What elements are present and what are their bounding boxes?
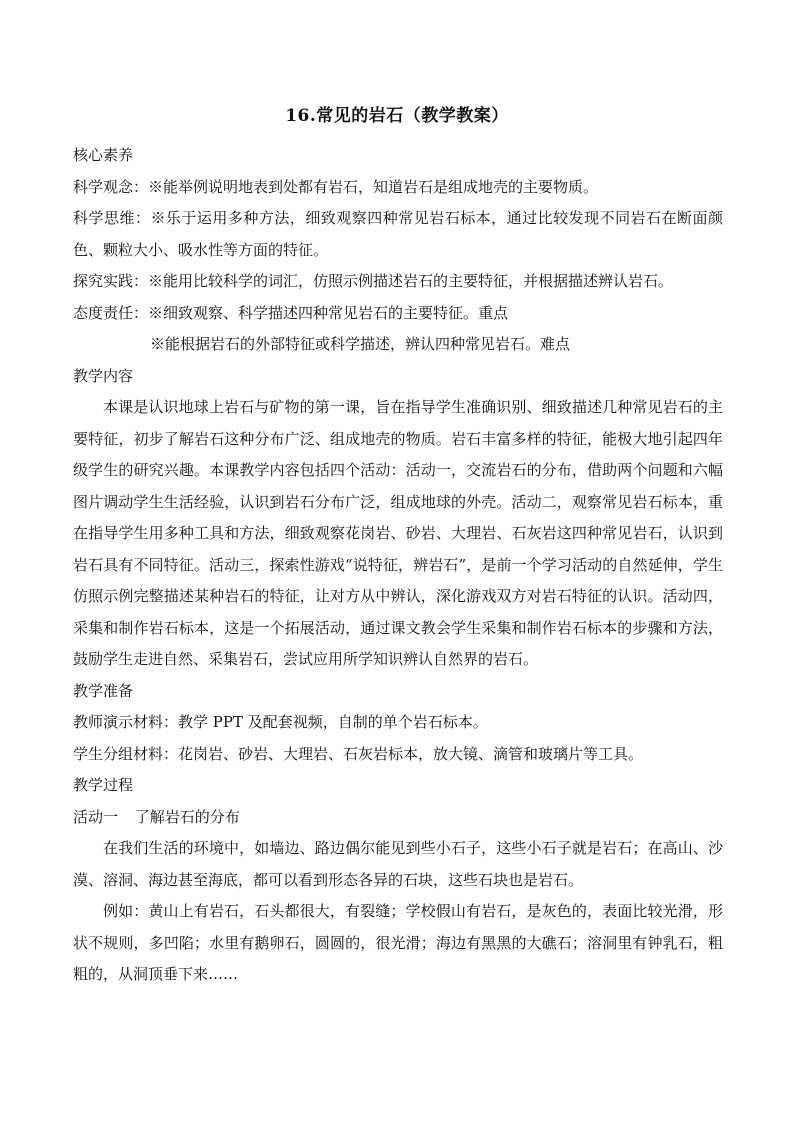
science-concept: 科学观念：※能举例说明地表到处都有岩石，知道岩石是组成地壳的主要物质。 [73,177,599,196]
process-heading: 教学过程 [73,776,134,794]
science-thinking: 科学思维：※乐于运用多种方法，细致观察四种常见岩石标本，通过比较发现不同岩石在断面颜色、颗粒大小、吸水性等方面的特征。 [73,209,723,259]
attitude-responsibility: 态度责任：※细致观察、科学描述四种常见岩石的主要特征。重点 [73,303,509,322]
core-heading: 核心素养 [73,146,134,164]
content-paragraph: 本课是认识地球上岩石与矿物的第一课，旨在指导学生准确识别、细致描述几种常见岩石的主要特征，初步了解岩石这种分布广泛、组成地壳的物质。岩石丰富多样的特征，能极大地引起四年级学生的研究兴趣。本课教学内容包括四个活动：活动一，交流岩石的分布，借助两个问题和六幅图片调动学生生活经验，认识到岩石分布广泛，组成地球的外壳。活动二，观察常见岩石标本，重在指导学生用多种工具和方法，细致观察花岗岩、砂岩、大理岩、石灰岩这四种常见岩石，认识到岩石具有不同特征。活动三，探索性游戏“说特征，辨岩石”，是前一个学习活动的自然延伸，学生仿照示例完整描述某种岩石的特征，让对方从中辨认，深化游戏双方对岩石特征的认识。活动四，采集和制作岩石标本，这是一个拓展活动，通过课文教会学生采集和制作岩石标本的步骤和方法，鼓励学生走进自然、采集岩石，尝试应用所学知识辨认自然界的岩石。 [73,398,723,668]
activity1-paragraph1: 在我们生活的环境中，如墙边、路边偶尔能见到些小石子，这些小石子就是岩石；在高山、沙漠、溶洞、海边甚至海底，都可以看到形态各异的石块，这些石块也是岩石。 [73,839,723,889]
document-title: 16.常见的岩石（教学教案） [285,106,509,126]
document-body [73,140,723,991]
activity1-label: 活动一 [73,807,119,826]
inquiry-practice: 探究实践：※能用比较科学的词汇，仿照示例描述岩石的主要特征，并根据描述辨认岩石。 [73,272,674,290]
activity1-heading [73,802,723,834]
preparation-heading: 教学准备 [73,681,134,700]
student-materials: 学生分组材料：花岗岩、砂岩、大理岩、石灰岩标本，放大镜、滴管和玻璃片等工具。 [73,744,644,763]
teacher-materials: 教师演示材料：教学 PPT 及配套视频，自制的单个岩石标本。 [73,713,488,731]
activity1-title: 了解岩石的分布 [134,807,240,826]
content-heading: 教学内容 [73,366,134,385]
attitude-responsibility-2: ※能根据岩石的外部特征或科学描述，辨认四种常见岩石。难点 [150,335,571,353]
activity1-paragraph2: 例如：黄山上有岩石，石头都很大，有裂缝；学校假山有岩石，是灰色的，表面比较光滑，形状不规则，多凹陷；水里有鹅卵石，圆圆的，很光滑；海边有黑黑的大礁石；溶洞里有钟乳石，粗粗的，从洞顶垂下来…… [73,902,723,983]
